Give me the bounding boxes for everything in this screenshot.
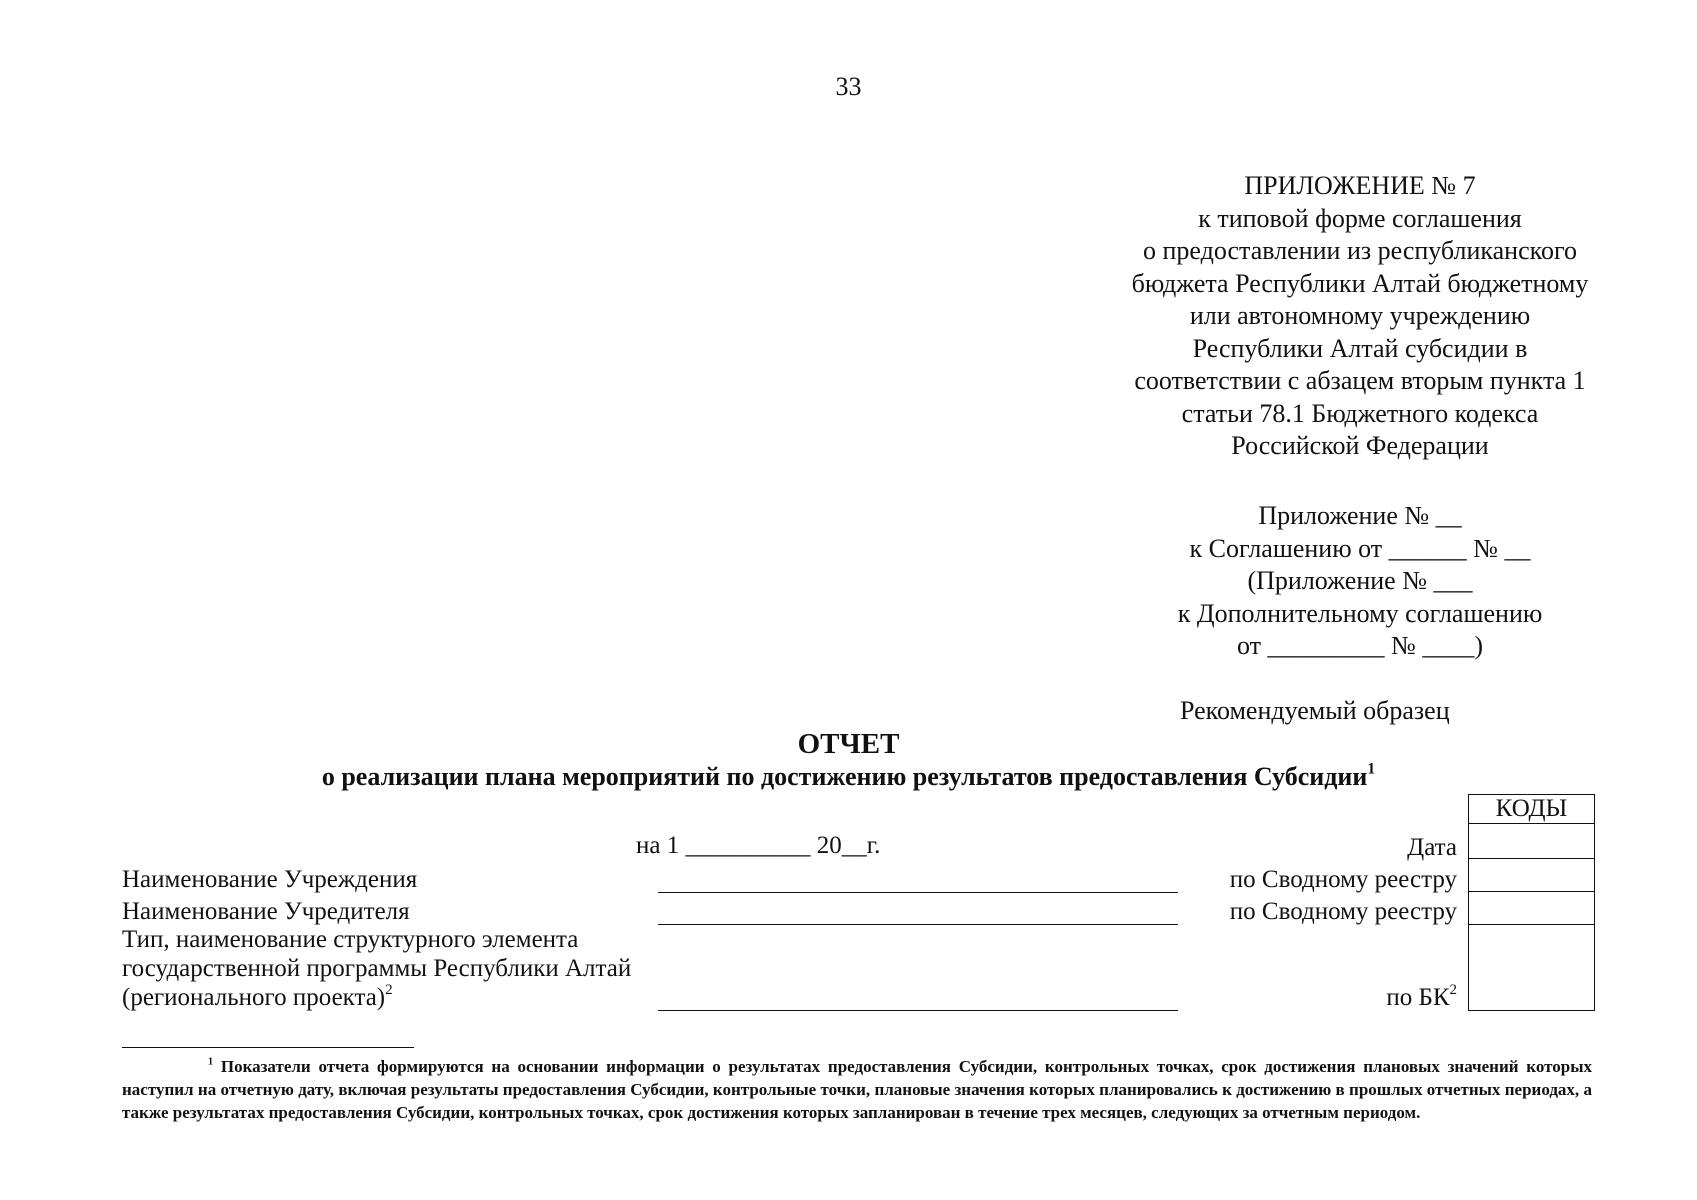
date-label: Дата [1407, 834, 1457, 861]
appendix-line: Республики Алтай субсидии в [1192, 333, 1528, 363]
registry-code-cell-2[interactable] [1469, 892, 1595, 925]
footnote-text: Показатели отчета формируются на основании информации о результатах предоставления Субсидии, контрольных точках, срок достижения плановых значений которых наступил на отчетную дату, включая результаты предоставления Субсидии, контрольные точки, плановые значения которых планировались к достижению в прошлых отчетных периодах, а также результатах предоставления Субсидии, контрольных точках, срок достижения которых запланирован в течение трех месяцев, следующих за отчетным периодом. [122, 1057, 1593, 1122]
appendix-line: о предоставлении из республиканского [1143, 236, 1577, 265]
footnote-mark: 1 [1367, 760, 1376, 778]
founder-field-line[interactable] [658, 924, 1178, 925]
appendix-line: соответствии с абзацем вторым пункта 1 [1134, 366, 1586, 395]
appendix-line: к типовой форме соглашения [1198, 203, 1522, 233]
codes-header: КОДЫ [1469, 795, 1595, 824]
registry-label-2: по Сводному реестру [1229, 898, 1457, 925]
footnote [122, 1055, 1592, 1124]
type-label-line: государственной программы Республики Алтай [122, 955, 632, 982]
appendix-line: Российской Федерации [1231, 431, 1489, 460]
bk-label-text: по БК [1386, 984, 1450, 1011]
footnote-mark: 2 [1449, 981, 1457, 998]
bk-label [1386, 981, 1457, 1012]
codes-table [1468, 794, 1595, 1011]
document-subtitle [0, 762, 1697, 792]
agreement-line: от _________ № ____) [1237, 631, 1483, 660]
report-date-line: на 1 __________ 20__г. [636, 832, 881, 859]
registry-code-cell-1[interactable] [1469, 859, 1595, 892]
sample-label: Рекомендуемый образец [1180, 696, 1450, 725]
document-title: ОТЧЕТ [797, 728, 900, 760]
agreement-reference [1045, 500, 1675, 663]
appendix-line: или автономному учреждению [1189, 301, 1531, 330]
page-number: 33 [835, 72, 862, 101]
footnote-mark: 2 [385, 981, 393, 998]
agreement-line: Приложение № __ [1258, 501, 1462, 530]
subtitle-text: о реализации плана мероприятий по достижению результатов предоставления Субсидии [321, 762, 1368, 791]
appendix-header [1045, 170, 1675, 463]
appendix-line: бюджета Республики Алтай бюджетному [1131, 268, 1589, 298]
type-label-line: Тип, наименование структурного элемента [122, 926, 579, 953]
appendix-line: ПРИЛОЖЕНИЕ № 7 [1244, 171, 1476, 200]
type-label-text: (регионального проекта) [122, 984, 386, 1011]
appendix-line: статьи 78.1 Бюджетного кодекса [1181, 398, 1539, 428]
type-field-line[interactable] [658, 1010, 1178, 1011]
type-label-line [122, 981, 393, 1012]
institution-label: Наименование Учреждения [122, 866, 418, 893]
institution-field-line[interactable] [658, 892, 1178, 893]
agreement-line: к Соглашению от ______ № __ [1189, 533, 1531, 563]
bk-code-cell[interactable] [1469, 925, 1595, 1011]
footnote-mark: 1 [208, 1056, 214, 1068]
agreement-line: к Дополнительному соглашению [1177, 598, 1543, 628]
date-code-cell[interactable] [1469, 824, 1595, 859]
footnote-separator [122, 1047, 414, 1048]
founder-label: Наименование Учредителя [122, 898, 410, 925]
registry-label-1: по Сводному реестру [1229, 866, 1457, 893]
agreement-line: (Приложение № ___ [1247, 566, 1473, 595]
